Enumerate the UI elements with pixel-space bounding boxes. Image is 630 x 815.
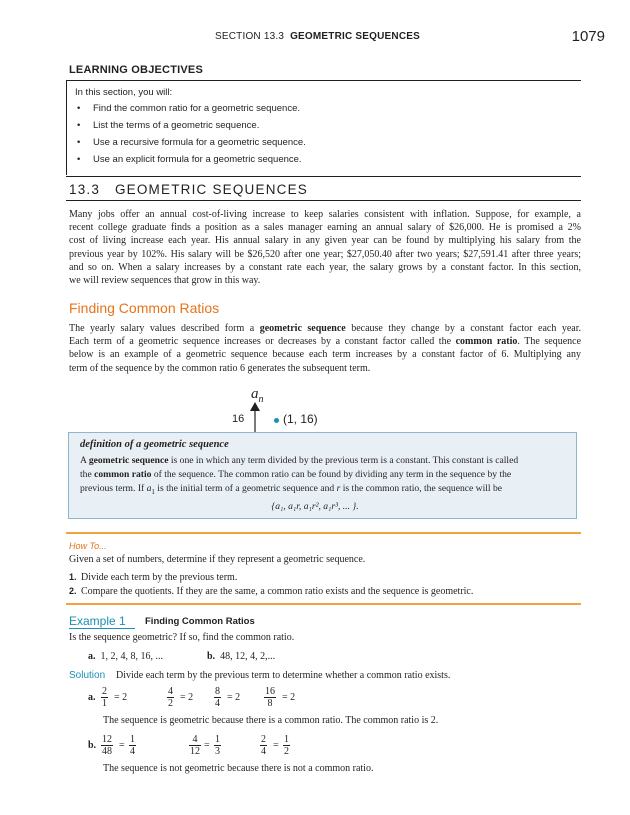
var-a: a	[146, 483, 152, 494]
subsection-heading: Finding Common Ratios	[69, 300, 220, 316]
graph-tick-label: 16	[232, 413, 245, 425]
section-heading	[69, 182, 308, 197]
text-run: Each term of a geometric sequence increases or decreases by a constant factor called the	[69, 336, 456, 348]
numerator: 16	[265, 686, 275, 697]
solution-a-label: a.	[88, 692, 96, 703]
numerator: 1	[215, 734, 220, 745]
objectives-title: LEARNING OBJECTIVES	[69, 64, 203, 76]
term-geometric-sequence: geometric sequence	[88, 455, 169, 466]
denominator: 4	[130, 746, 135, 757]
paragraph-line: previous year by 102%. His salary will be $26,520 after one year; $27,050.40 after two years; $27,591.41 after three years;	[69, 248, 581, 260]
step-text: Compare the quotients. If they are the same, a common ratio exists and the sequence is geometric.	[81, 586, 474, 597]
solution-b-result: The sequence is not geometric because there is not a common ratio.	[103, 763, 374, 774]
axis-var: a	[251, 386, 259, 402]
graph-point-label: (1, 16)	[283, 412, 318, 426]
denominator: 12	[190, 746, 200, 757]
definition-title: definition of a geometric sequence	[80, 439, 229, 450]
term-geometric-sequence: geometric sequence	[259, 323, 346, 334]
equals-sign: =	[119, 740, 125, 751]
fraction	[260, 734, 267, 757]
example-question: Is the sequence geometric? If so, find the common ratio.	[69, 632, 295, 643]
denominator: 2	[284, 746, 289, 757]
paragraph-line	[69, 335, 581, 348]
paragraph-line: and so on. When a salary increases by a constant rate each year, the salary grows by a constant factor. In this section,	[69, 261, 581, 273]
objective-item	[77, 154, 302, 165]
denominator: 4	[261, 746, 266, 757]
denominator: 4	[215, 698, 220, 709]
howto-bottom-rule	[66, 603, 581, 605]
header-section-title: GEOMETRIC SEQUENCES	[290, 31, 420, 42]
bullet-icon: •	[77, 154, 81, 165]
bullet-icon: •	[77, 120, 81, 131]
example-label: Example 1	[69, 614, 126, 628]
denominator: 48	[102, 746, 112, 757]
solution-b-label: b.	[88, 740, 97, 751]
solution-a-result: The sequence is geometric because there is a common ratio. The common ratio is 2.	[103, 715, 439, 726]
text-run: is one in which any term divided by the previous term is a constant. This constant is called	[168, 455, 519, 466]
numerator: 2	[102, 686, 107, 697]
fraction	[189, 734, 201, 757]
fraction	[101, 734, 113, 757]
paragraph-line: Many jobs offer an annual cost-of-living increase to keep salaries consistent with inflation. Suppose, for example, a	[69, 209, 581, 220]
term-common-ratio: common ratio	[94, 469, 152, 480]
equals-value: = 2	[114, 692, 128, 703]
solution-label: Solution	[69, 670, 106, 681]
equals-value: = 2	[227, 692, 241, 703]
finding-paragraph	[69, 322, 581, 375]
section-rule	[66, 200, 581, 201]
text-run: A	[80, 455, 89, 466]
denominator: 3	[215, 746, 220, 757]
objectives-intro: In this section, you will:	[75, 87, 173, 98]
text-run: is the common ratio, the sequence will be	[340, 483, 503, 494]
graph-axis-arrow	[249, 402, 261, 432]
denominator: 8	[267, 698, 273, 709]
objective-item	[77, 103, 300, 114]
text-run: . The sequence	[517, 336, 582, 348]
fraction	[264, 686, 276, 709]
bullet-icon: •	[77, 137, 81, 148]
howto-top-rule	[66, 532, 581, 534]
running-header	[0, 31, 420, 42]
paragraph-line	[69, 322, 581, 335]
equals-sign: =	[204, 740, 210, 751]
axis-sub: n	[258, 394, 264, 405]
section-title: GEOMETRIC SEQUENCES	[114, 182, 309, 197]
definition-formula: {a₁, a₁r, a₁r², a₁r³, ... }.	[271, 501, 359, 512]
numerator: 8	[215, 686, 220, 697]
fraction	[283, 734, 290, 757]
header-section-label: SECTION 13.3	[215, 31, 285, 42]
equals-sign: =	[273, 740, 279, 751]
objectives-bottom-rule	[66, 176, 581, 177]
equals-value: = 2	[180, 692, 194, 703]
howto-step	[69, 572, 237, 583]
paragraph-line: term of the sequence by the common ratio 6 generates the subsequent term.	[69, 362, 371, 374]
numerator: 1	[284, 734, 289, 745]
fraction	[214, 686, 221, 709]
objective-text: List the terms of a geometric sequence.	[93, 120, 260, 131]
paragraph-line: cost of living increase each year. His annual salary in any given year can be found by multiplying his salary from the	[69, 235, 581, 247]
fraction	[167, 686, 174, 709]
numerator: 4	[168, 686, 173, 697]
numerator: 12	[102, 734, 112, 745]
var-r: r	[336, 483, 341, 494]
howto-text: Given a set of numbers, determine if they represent a geometric sequence.	[69, 554, 366, 565]
paragraph-line: below is an example of a geometric sequence because each term increases by a constant factor of 6. Multiplying any	[69, 349, 581, 361]
paragraph-line: recent college graduate finds a position as a sales manager earning an annual salary of $26,000. He is promised a 2%	[69, 222, 581, 234]
var-sub: 1	[151, 487, 155, 496]
text-run: because they change by a constant factor each year.	[345, 323, 581, 334]
numerator: 1	[130, 734, 135, 745]
axis-arrowhead	[250, 402, 260, 411]
definition-line	[80, 483, 566, 496]
example-title: Finding Common Ratios	[145, 616, 255, 627]
example-part-a	[88, 651, 163, 662]
objective-item	[77, 120, 259, 131]
text-run: is the initial term of a geometric sequence and	[154, 483, 337, 494]
fraction	[129, 734, 136, 757]
solution-text: Divide each term by the previous term to determine whether a common ratio exists.	[116, 670, 451, 681]
bullet-icon: •	[77, 103, 81, 114]
denominator: 1	[102, 698, 107, 709]
step-number: 1.	[69, 572, 77, 582]
definition-line	[80, 469, 566, 480]
howto-step	[69, 586, 473, 597]
text-run: previous term. If	[80, 483, 147, 494]
part-sequence: 1, 2, 4, 8, 16, ...	[100, 651, 163, 662]
objective-item	[77, 137, 306, 148]
definition-line	[80, 455, 566, 466]
example-part-b	[207, 651, 275, 662]
part-label: a.	[88, 651, 96, 662]
fraction	[101, 686, 108, 709]
fraction	[214, 734, 221, 757]
term-common-ratio: common ratio	[455, 336, 518, 348]
part-sequence: 48, 12, 4, 2,...	[220, 651, 276, 662]
numerator: 4	[189, 734, 201, 746]
objective-text: Use an explicit formula for a geometric sequence.	[93, 154, 302, 165]
objective-text: Use a recursive formula for a geometric sequence.	[93, 137, 306, 148]
denominator: 2	[168, 698, 173, 709]
numerator: 2	[261, 734, 266, 745]
part-label: b.	[207, 651, 216, 662]
step-number: 2.	[69, 586, 77, 596]
text-run: the	[80, 469, 95, 480]
equals-value: = 2	[282, 692, 296, 703]
howto-label: How To...	[69, 541, 107, 551]
page-number: 1079	[571, 28, 605, 45]
text-run: of the sequence. The common ratio can be found by dividing any term in the sequence by the	[151, 469, 512, 480]
text-run: The yearly salary values described form a	[69, 323, 260, 334]
paragraph-line: we will review sequences that grow in this way.	[69, 275, 261, 287]
example-rule	[69, 628, 135, 629]
objective-text: Find the common ratio for a geometric sequence.	[93, 103, 300, 114]
graph-point	[274, 418, 279, 423]
intro-paragraph	[69, 208, 581, 287]
section-number: 13.3	[69, 182, 101, 197]
step-text: Divide each term by the previous term.	[81, 572, 238, 583]
